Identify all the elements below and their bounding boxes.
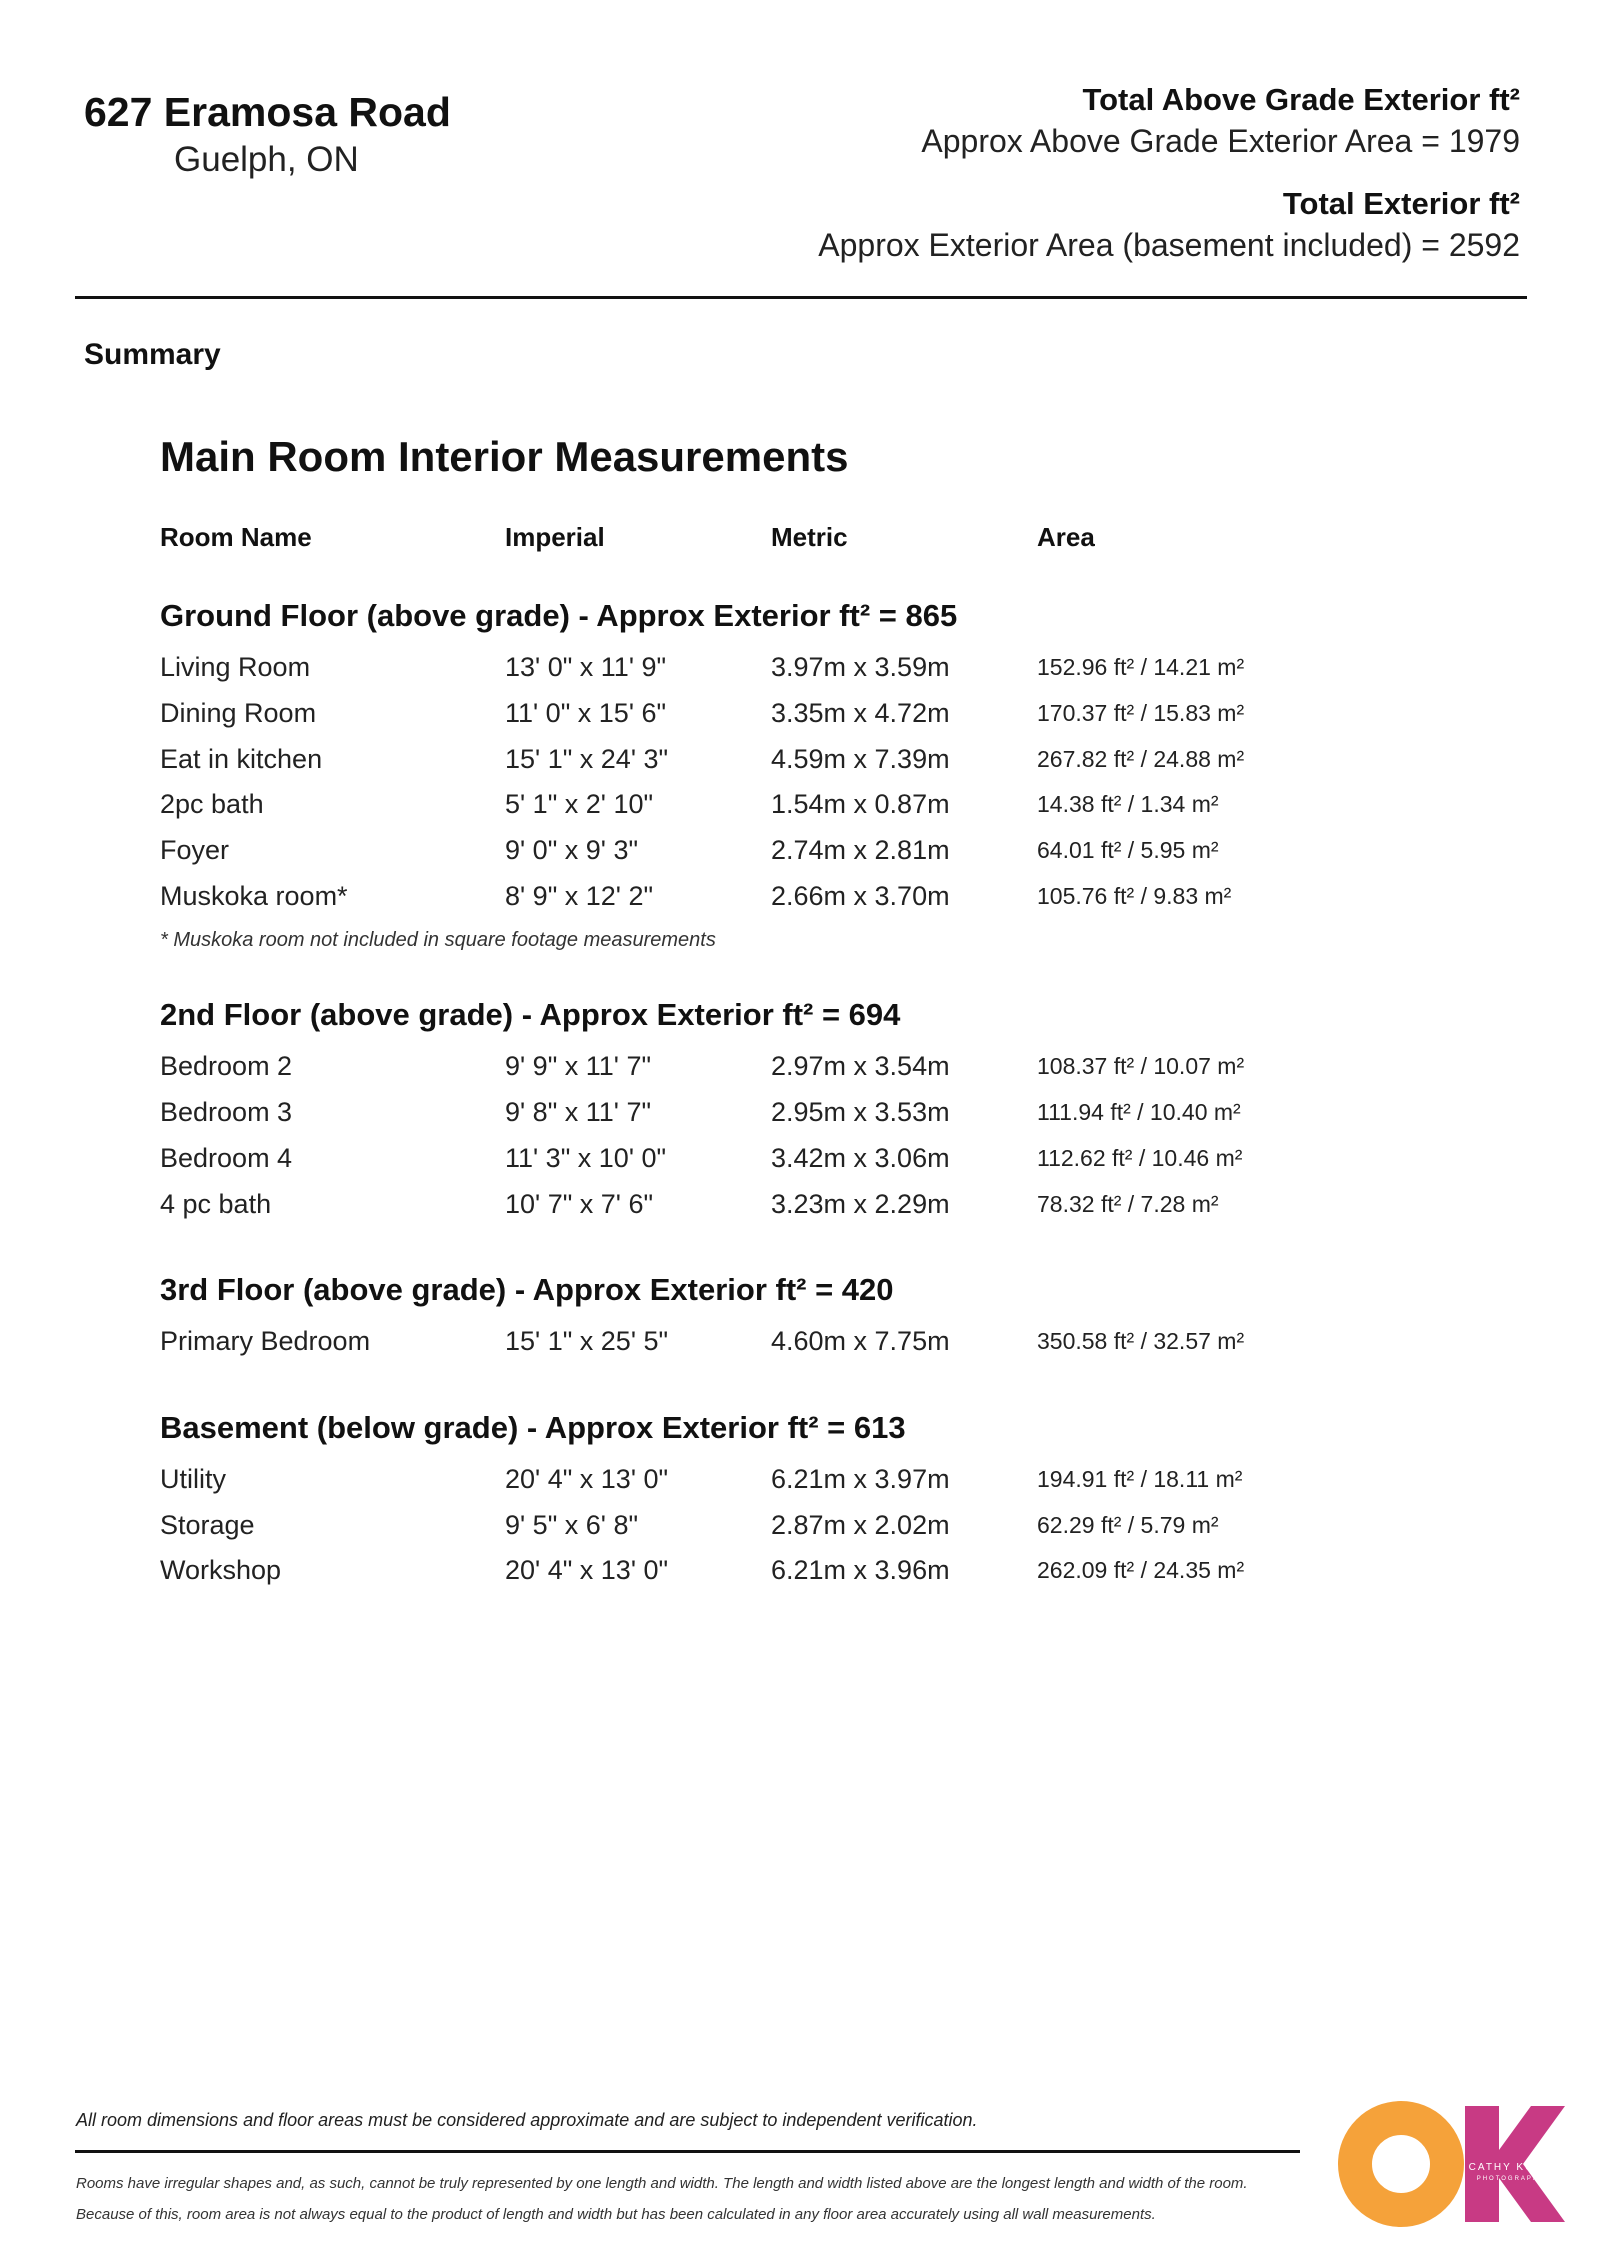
room-name: Workshop <box>160 1555 282 1586</box>
floor-title: Ground Floor (above grade) - Approx Exterior ft² = 865 <box>160 598 958 633</box>
room-area: 64.01 ft² / 5.95 m² <box>1037 837 1219 864</box>
room-area: 14.38 ft² / 1.34 m² <box>1037 791 1219 818</box>
room-name: Bedroom 4 <box>160 1142 293 1173</box>
table-row <box>160 1136 1360 1182</box>
footnote: * Muskoka room not included in square footage measurements <box>160 929 716 952</box>
measurements-section <box>160 430 1360 1594</box>
fine-print-line-1: Rooms have irregular shapes and, as such, cannot be truly represented by one length and width. The length and width listed above are the longest length and width of the room. <box>76 2175 1248 2192</box>
floor-title: Basement (below grade) - Approx Exterior ft² = 613 <box>160 1409 906 1445</box>
fine-print-line-2: Because of this, room area is not always equal to the product of length and width but has been calculated in any floor area accurately using all wall measurements. <box>76 2206 1156 2223</box>
room-name: Utility <box>160 1463 226 1494</box>
footer-divider <box>75 2150 1300 2153</box>
table-row <box>160 782 1360 828</box>
summary-label: Summary <box>84 338 221 371</box>
header-divider <box>75 296 1527 299</box>
table-row <box>160 1319 1360 1365</box>
room-metric: 3.35m x 4.72m <box>771 698 950 729</box>
room-imperial: 11' 3" x 10' 0" <box>505 1142 667 1173</box>
room-name: Foyer <box>160 835 230 866</box>
room-name: Eat in kitchen <box>160 743 323 774</box>
room-imperial: 11' 0" x 15' 6" <box>505 698 667 729</box>
street-address: 627 Eramosa Road <box>84 89 451 135</box>
room-name: Storage <box>160 1509 255 1540</box>
table-row <box>160 1181 1360 1227</box>
room-imperial: 9' 9" x 11' 7" <box>505 1051 652 1082</box>
table-row <box>160 1044 1360 1090</box>
room-metric: 3.97m x 3.59m <box>771 652 950 683</box>
room-area: 262.09 ft² / 24.35 m² <box>1037 1557 1245 1584</box>
room-name: Muskoka room* <box>160 880 348 911</box>
logo-text-name: CATHY KOOP <box>1468 2162 1554 2173</box>
room-area: 105.76 ft² / 9.83 m² <box>1037 882 1232 909</box>
address-block <box>84 86 451 182</box>
room-metric: 2.97m x 3.54m <box>771 1051 950 1082</box>
room-metric: 2.66m x 3.70m <box>771 880 950 911</box>
cathy-koop-logo <box>1335 2098 1565 2230</box>
room-area: 78.32 ft² / 7.28 m² <box>1037 1190 1219 1217</box>
room-name: 4 pc bath <box>160 1188 272 1219</box>
column-header-area: Area <box>1037 522 1095 552</box>
room-imperial: 5' 1" x 2' 10" <box>505 789 654 820</box>
above-grade-heading: Total Above Grade Exterior ft² <box>1082 82 1520 117</box>
room-area: 62.29 ft² / 5.79 m² <box>1037 1511 1219 1538</box>
room-imperial: 9' 8" x 11' 7" <box>505 1097 652 1128</box>
room-area: 111.94 ft² / 10.40 m² <box>1037 1099 1241 1126</box>
room-imperial: 9' 0" x 9' 3" <box>505 835 639 866</box>
room-metric: 4.60m x 7.75m <box>771 1326 950 1357</box>
logo-text-sub: PHOTOGRAPHY <box>1476 2176 1546 2182</box>
room-metric: 6.21m x 3.96m <box>771 1555 950 1586</box>
room-imperial: 20' 4" x 13' 0" <box>505 1555 669 1586</box>
floor-basement <box>160 1407 1360 1594</box>
column-headers <box>160 522 1360 553</box>
totals-block <box>818 80 1520 266</box>
floor-ground <box>160 595 1360 952</box>
logo-o-shape <box>1355 2118 1447 2210</box>
table-row <box>160 691 1360 737</box>
total-exterior-heading: Total Exterior ft² <box>1282 186 1520 221</box>
table-row <box>160 1457 1360 1503</box>
table-row <box>160 828 1360 874</box>
section-title: Main Room Interior Measurements <box>160 433 849 480</box>
room-metric: 2.95m x 3.53m <box>771 1097 950 1128</box>
room-area: 350.58 ft² / 32.57 m² <box>1037 1328 1245 1355</box>
room-area: 170.37 ft² / 15.83 m² <box>1037 700 1245 727</box>
table-row <box>160 1502 1360 1548</box>
room-imperial: 15' 1" x 25' 5" <box>505 1326 669 1357</box>
room-imperial: 15' 1" x 24' 3" <box>505 743 669 774</box>
column-header-room-name: Room Name <box>160 522 312 552</box>
room-metric: 2.74m x 2.81m <box>771 835 950 866</box>
table-row <box>160 1548 1360 1594</box>
room-name: Living Room <box>160 652 311 683</box>
room-name: Dining Room <box>160 698 317 729</box>
room-imperial: 9' 5" x 6' 8" <box>505 1509 639 1540</box>
column-header-metric: Metric <box>771 522 848 552</box>
room-name: 2pc bath <box>160 789 264 820</box>
room-imperial: 20' 4" x 13' 0" <box>505 1463 669 1494</box>
room-name: Bedroom 3 <box>160 1097 293 1128</box>
disclaimer: All room dimensions and floor areas must be considered approximate and are subject to independent verification. <box>76 2110 978 2130</box>
floor-title: 2nd Floor (above grade) - Approx Exterior ft² = 694 <box>160 997 901 1033</box>
room-area: 194.91 ft² / 18.11 m² <box>1037 1465 1243 1492</box>
room-area: 152.96 ft² / 14.21 m² <box>1037 654 1245 681</box>
floor-third <box>160 1269 1360 1365</box>
room-area: 112.62 ft² / 10.46 m² <box>1037 1144 1243 1171</box>
room-area: 267.82 ft² / 24.88 m² <box>1037 745 1245 772</box>
room-metric: 4.59m x 7.39m <box>771 743 950 774</box>
table-row <box>160 1090 1360 1136</box>
room-metric: 6.21m x 3.97m <box>771 1463 950 1494</box>
city-province: Guelph, ON <box>174 140 359 179</box>
table-row <box>160 873 1360 919</box>
table-row <box>160 736 1360 782</box>
room-metric: 1.54m x 0.87m <box>771 789 950 820</box>
room-name: Bedroom 2 <box>160 1051 293 1082</box>
above-grade-value: Approx Above Grade Exterior Area = 1979 <box>921 123 1520 159</box>
room-metric: 2.87m x 2.02m <box>771 1509 950 1540</box>
room-area: 108.37 ft² / 10.07 m² <box>1037 1053 1245 1080</box>
column-header-imperial: Imperial <box>505 522 605 552</box>
floor-title: 3rd Floor (above grade) - Approx Exterior ft² = 420 <box>160 1271 894 1307</box>
room-imperial: 10' 7" x 7' 6" <box>505 1188 654 1219</box>
room-name: Primary Bedroom <box>160 1326 371 1357</box>
total-exterior-value: Approx Exterior Area (basement included) = 2592 <box>818 227 1520 263</box>
room-metric: 3.23m x 2.29m <box>771 1188 950 1219</box>
floor-second <box>160 994 1360 1227</box>
room-imperial: 8' 9" x 12' 2" <box>505 880 654 911</box>
room-imperial: 13' 0" x 11' 9" <box>505 652 667 683</box>
room-metric: 3.42m x 3.06m <box>771 1142 950 1173</box>
table-row <box>160 645 1360 691</box>
